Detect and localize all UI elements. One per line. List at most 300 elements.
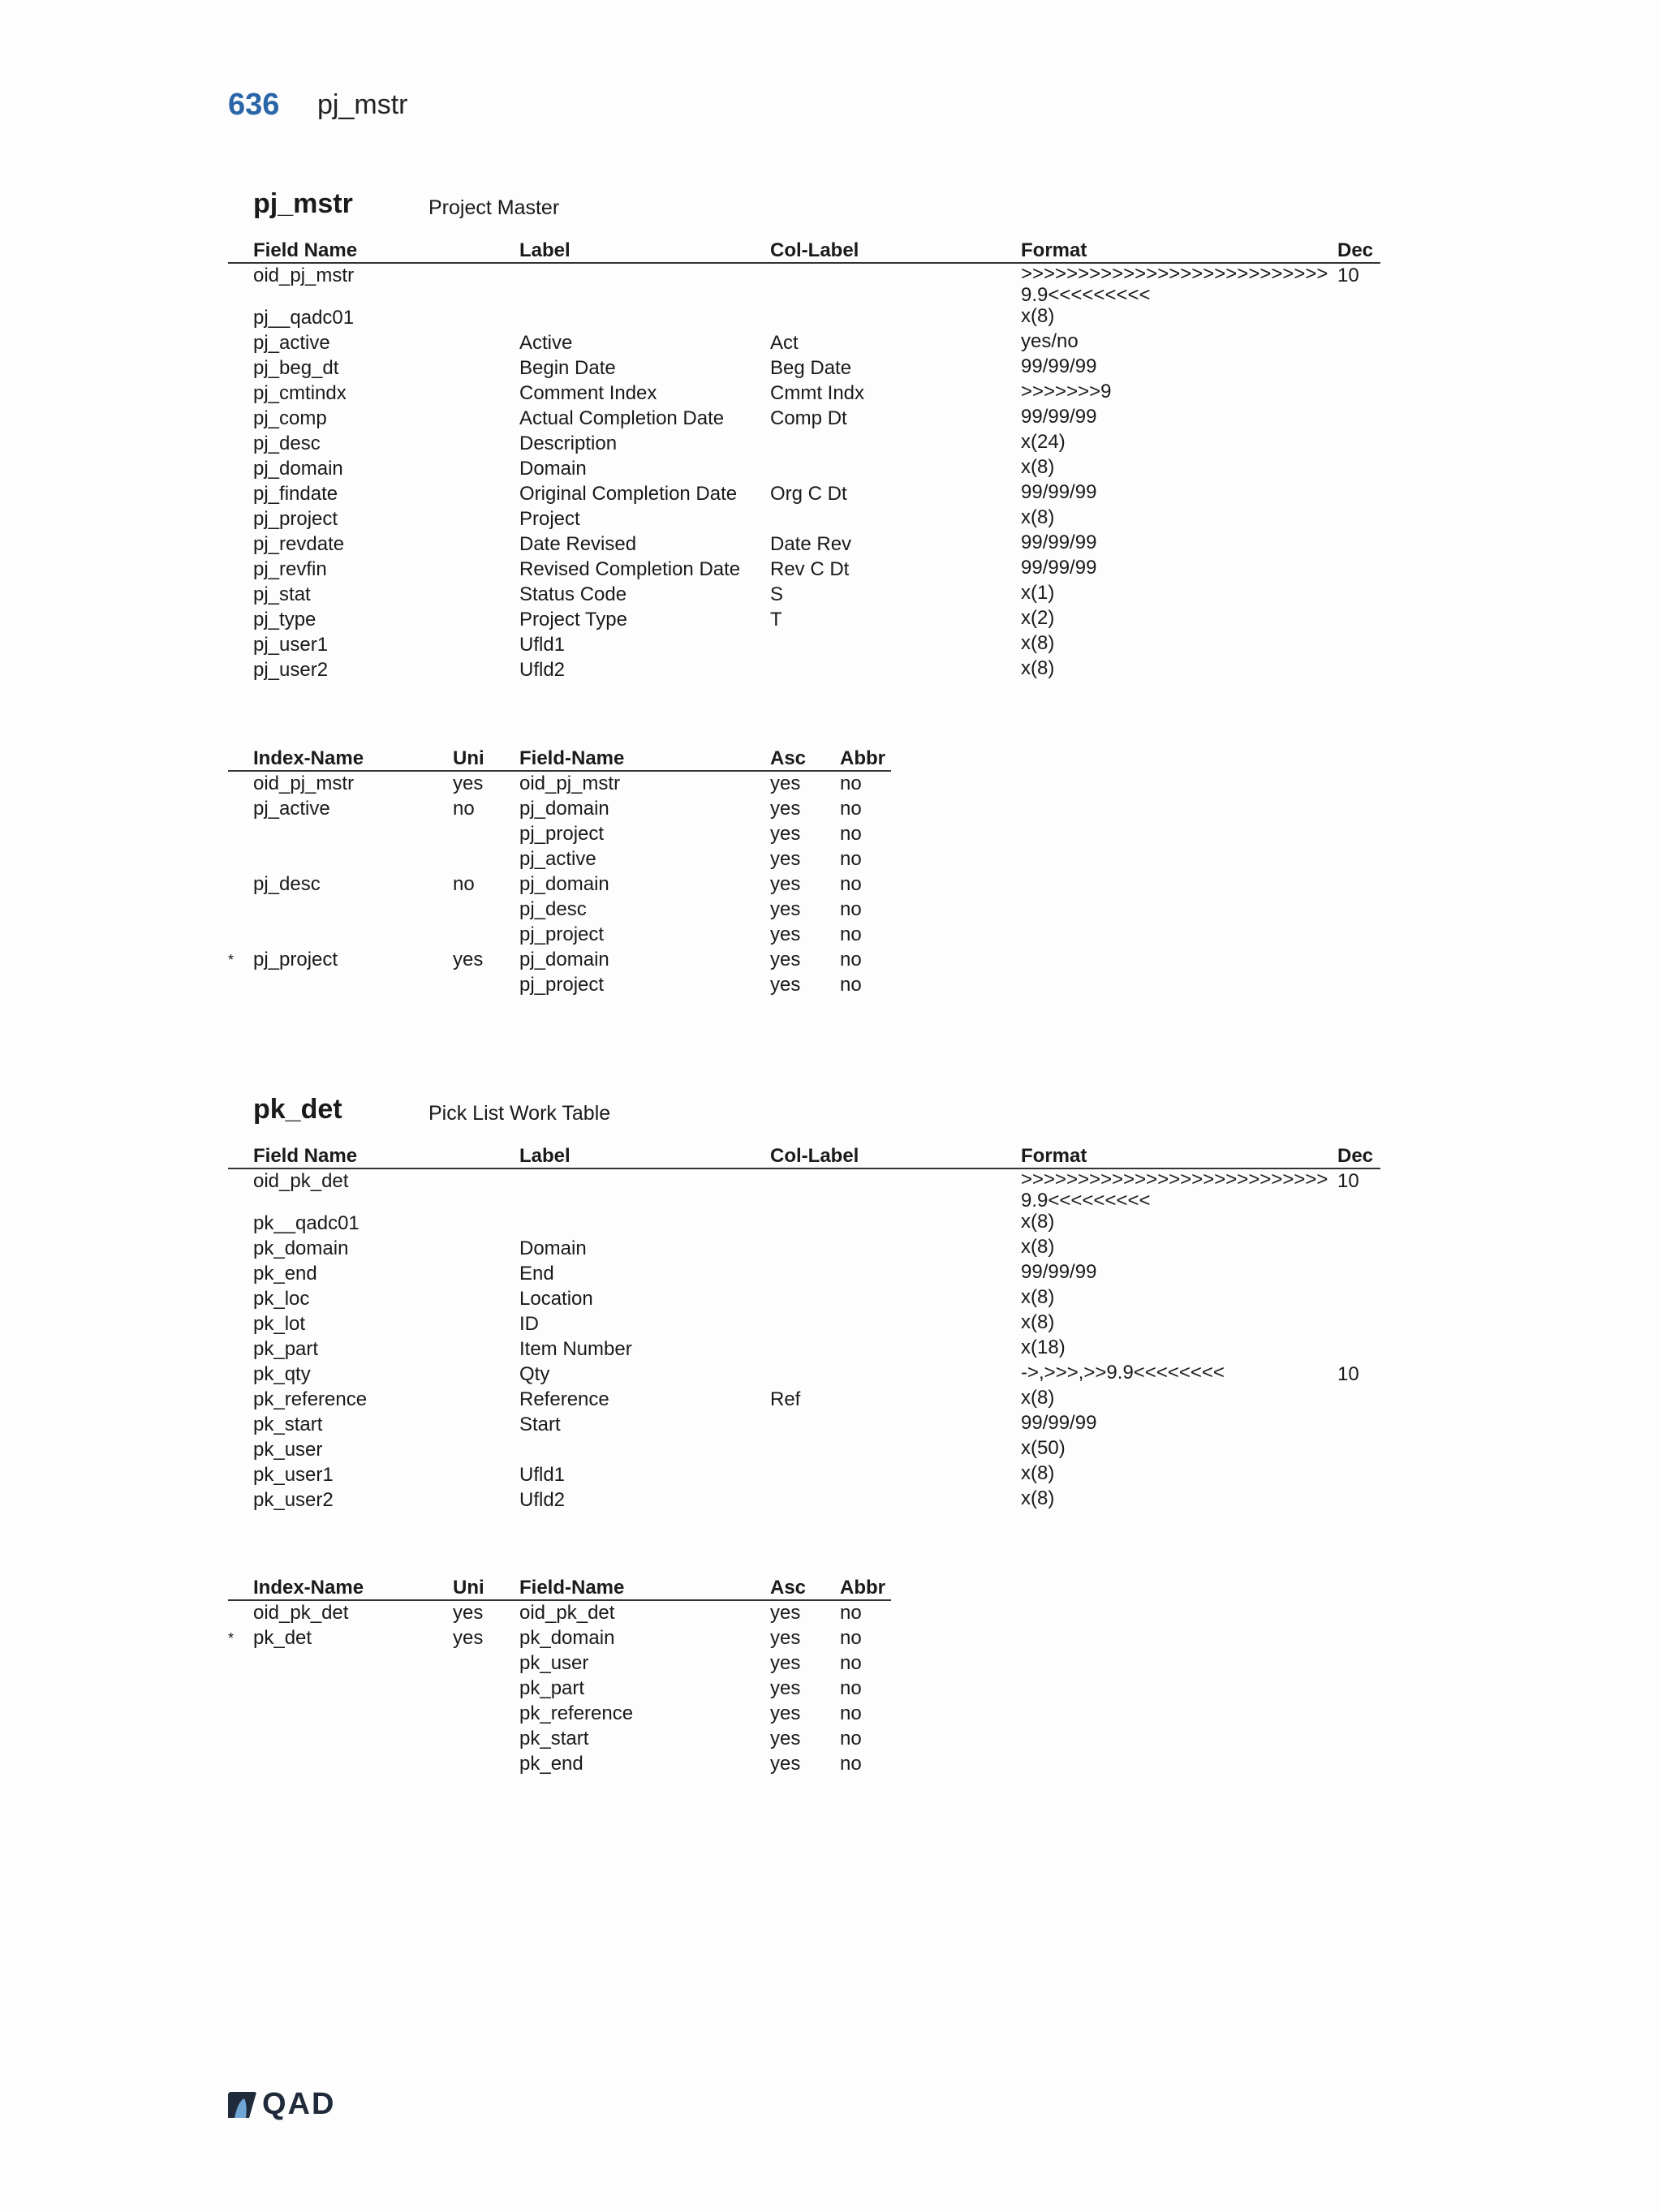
table-row [228, 407, 1380, 432]
cell-label: Date Revised [519, 533, 637, 555]
cell-format: x(1) [1021, 582, 1055, 604]
cell-col-label [770, 1237, 1021, 1262]
cell-field-name: pk_part [519, 1677, 585, 1699]
cell-col-label: Comp Dt [770, 407, 847, 429]
row-spacer [228, 1337, 253, 1362]
cell-format: x(8) [1021, 305, 1055, 327]
cell-col-label [770, 263, 1021, 306]
cell-label: Revised Completion Date [519, 558, 741, 580]
table-row [228, 1287, 1380, 1312]
cell-col-label [770, 1337, 1021, 1362]
cell-label: Active [519, 332, 573, 354]
cell-dec [1337, 633, 1380, 658]
cell-dec [1337, 457, 1380, 482]
header-format: Format [1021, 235, 1337, 263]
cell-field-name: pj_project [519, 823, 605, 845]
index-table [228, 743, 891, 998]
row-spacer [228, 482, 253, 507]
cell-field-name: pj_project [519, 923, 605, 945]
cell-dec [1337, 1211, 1380, 1237]
cell-field-name: pk_user [519, 1652, 589, 1674]
cell-field-name: pk_qty [253, 1363, 311, 1385]
table-row [228, 608, 1380, 633]
page-number: 636 [228, 88, 280, 122]
header-field-name: Field Name [253, 1141, 519, 1168]
primary-index-marker [228, 1651, 253, 1676]
cell-col-label: Cmmt Indx [770, 382, 865, 404]
table-row [228, 1702, 891, 1727]
cell-label: Reference [519, 1388, 609, 1410]
row-spacer [228, 1362, 253, 1388]
primary-index-marker [228, 973, 253, 998]
row-spacer [228, 507, 253, 532]
table-row [228, 1651, 891, 1676]
cell-dec [1337, 608, 1380, 633]
row-spacer [228, 331, 253, 356]
table-row [228, 847, 891, 872]
table-row [228, 331, 1380, 356]
index-table-header [228, 1573, 891, 1600]
cell-asc: yes [770, 1728, 801, 1749]
table-row [228, 1463, 1380, 1488]
table-row [228, 1676, 891, 1702]
primary-index-marker: * [228, 1630, 235, 1646]
table-row [228, 306, 1380, 331]
cell-col-label: Rev C Dt [770, 558, 850, 580]
cell-dec [1337, 1413, 1380, 1438]
cell-col-label [770, 1168, 1021, 1211]
cell-col-label: S [770, 583, 784, 605]
cell-dec [1337, 1438, 1380, 1463]
cell-format: >>>>>>>9 [1021, 381, 1112, 402]
cell-abbr: no [840, 772, 862, 794]
cell-abbr: no [840, 1753, 862, 1775]
cell-dec [1337, 432, 1380, 457]
cell-label: Start [519, 1414, 561, 1435]
cell-field-name: pk_start [519, 1728, 589, 1749]
cell-label: Location [519, 1288, 593, 1310]
cell-field-name: pk_domain [253, 1237, 349, 1259]
table-row [228, 1388, 1380, 1413]
cell-format: x(8) [1021, 1286, 1055, 1308]
cell-format: 99/99/99 [1021, 355, 1097, 377]
row-spacer [228, 658, 253, 683]
cell-abbr: no [840, 848, 862, 870]
cell-field-name: pk_user [253, 1439, 323, 1461]
table-row [228, 872, 891, 897]
cell-format: 99/99/99 [1021, 1261, 1097, 1283]
primary-index-marker [228, 847, 253, 872]
header-spacer [228, 1141, 253, 1168]
cell-col-label [770, 507, 1021, 532]
cell-uni [453, 1752, 519, 1777]
cell-field-name: pj_domain [519, 873, 609, 895]
cell-uni: yes [453, 1602, 484, 1624]
table-row [228, 1237, 1380, 1262]
cell-abbr: no [840, 949, 862, 970]
table-row [228, 923, 891, 948]
table-row [228, 1312, 1380, 1337]
cell-col-label [770, 1211, 1021, 1237]
row-spacer [228, 633, 253, 658]
cell-format: ->,>>>,>>9.9<<<<<<<< [1021, 1362, 1225, 1384]
table-row [228, 432, 1380, 457]
cell-label: Qty [519, 1363, 550, 1385]
cell-format: x(8) [1021, 506, 1055, 528]
primary-index-marker [228, 1600, 253, 1626]
cell-format: x(2) [1021, 607, 1055, 629]
cell-format: 99/99/99 [1021, 1412, 1097, 1434]
cell-index-name [253, 1651, 453, 1676]
cell-dec [1337, 1312, 1380, 1337]
header-dec: Dec [1337, 1141, 1380, 1168]
cell-field-name: oid_pk_det [519, 1602, 615, 1624]
table-row [228, 482, 1380, 507]
cell-format: x(24) [1021, 431, 1066, 453]
row-spacer [228, 1168, 253, 1211]
field-table-header [228, 1141, 1380, 1168]
primary-index-marker [228, 872, 253, 897]
cell-field-name: pk_reference [519, 1702, 634, 1724]
cell-asc: yes [770, 949, 801, 970]
cell-asc: yes [770, 974, 801, 996]
cell-label: Actual Completion Date [519, 407, 725, 429]
cell-dec [1337, 1287, 1380, 1312]
header-asc: Asc [770, 1573, 840, 1600]
header-col-label: Col-Label [770, 235, 1021, 263]
cell-uni [453, 1651, 519, 1676]
primary-index-marker [228, 771, 253, 797]
cell-dec [1337, 482, 1380, 507]
cell-col-label [770, 457, 1021, 482]
table-row [228, 897, 891, 923]
cell-field-name: pk_end [519, 1753, 583, 1775]
header-uni: Uni [453, 1573, 519, 1600]
cell-field-name: pj_revfin [253, 558, 327, 580]
cell-col-label [770, 633, 1021, 658]
cell-asc: yes [770, 1677, 801, 1699]
primary-index-marker [228, 1727, 253, 1752]
cell-dec [1337, 331, 1380, 356]
cell-dec [1337, 658, 1380, 683]
cell-dec [1337, 1388, 1380, 1413]
cell-label: Domain [519, 458, 587, 480]
cell-field-name: pk_loc [253, 1288, 310, 1310]
row-spacer [228, 306, 253, 331]
cell-col-label [770, 1287, 1021, 1312]
cell-abbr: no [840, 1702, 862, 1724]
cell-label: Ufld1 [519, 1464, 566, 1486]
cell-uni: yes [453, 949, 484, 970]
cell-field-name: pj_user1 [253, 634, 329, 656]
page-title: pj_mstr [317, 89, 408, 120]
cell-asc: yes [770, 923, 801, 945]
cell-format: 99/99/99 [1021, 531, 1097, 553]
cell-field-name: pk_end [253, 1263, 317, 1285]
cell-label [519, 1168, 770, 1211]
cell-index-name [253, 1676, 453, 1702]
cell-label: Ufld1 [519, 634, 566, 656]
table-row [228, 771, 891, 797]
cell-asc: yes [770, 1753, 801, 1775]
table-row [228, 658, 1380, 683]
cell-format: >>>>>>>>>>>>>>>>>>>>>>>>>>>9.9<<<<<<<<< [1021, 263, 1328, 306]
cell-abbr: no [840, 1728, 862, 1749]
cell-field-name: pj_stat [253, 583, 311, 605]
table-row [228, 507, 1380, 532]
cell-abbr: no [840, 974, 862, 996]
table-row [228, 973, 891, 998]
table-row [228, 457, 1380, 482]
cell-field-name: pj_project [253, 508, 338, 530]
cell-col-label: Act [770, 332, 799, 354]
cell-asc: yes [770, 1602, 801, 1624]
header-field-name: Field-Name [519, 743, 770, 771]
cell-asc: yes [770, 873, 801, 895]
primary-index-marker [228, 797, 253, 822]
row-spacer [228, 1463, 253, 1488]
header-field-name: Field Name [253, 235, 519, 263]
cell-asc: yes [770, 1702, 801, 1724]
cell-col-label: Date Rev [770, 533, 852, 555]
cell-col-label: Org C Dt [770, 483, 847, 505]
cell-field-name: pj__qadc01 [253, 307, 355, 329]
primary-index-marker [228, 1676, 253, 1702]
cell-label [519, 263, 770, 306]
row-spacer [228, 381, 253, 407]
primary-index-marker [228, 897, 253, 923]
primary-index-marker [228, 1702, 253, 1727]
cell-dec [1337, 1337, 1380, 1362]
header-abbr: Abbr [840, 1573, 891, 1600]
table-row [228, 356, 1380, 381]
cell-label: Project Type [519, 609, 627, 630]
cell-dec [1337, 557, 1380, 583]
row-spacer [228, 356, 253, 381]
cell-field-name: pj_beg_dt [253, 357, 339, 379]
cell-format: x(50) [1021, 1437, 1066, 1459]
header-spacer [228, 1573, 253, 1600]
cell-abbr: no [840, 823, 862, 845]
cell-dec [1337, 306, 1380, 331]
cell-format: x(8) [1021, 657, 1055, 679]
cell-label: Begin Date [519, 357, 616, 379]
row-spacer [228, 1388, 253, 1413]
cell-dec: 10 [1337, 1363, 1359, 1385]
cell-abbr: no [840, 1627, 862, 1649]
cell-label: Ufld2 [519, 1489, 566, 1511]
header-dec: Dec [1337, 235, 1380, 263]
cell-field-name: pj_findate [253, 483, 338, 505]
cell-field-name: pk_lot [253, 1313, 306, 1335]
cell-dec [1337, 356, 1380, 381]
header-spacer [228, 743, 253, 771]
cell-label: Description [519, 433, 618, 454]
cell-col-label [770, 1362, 1021, 1388]
cell-field-name: oid_pj_mstr [253, 265, 355, 286]
table-row [228, 1438, 1380, 1463]
table-row [228, 1362, 1380, 1388]
cell-label: Item Number [519, 1338, 632, 1360]
cell-format: x(8) [1021, 1387, 1055, 1409]
table-section-pj-mstr [228, 188, 1380, 1000]
cell-label: ID [519, 1313, 539, 1335]
cell-label: Domain [519, 1237, 587, 1259]
row-spacer [228, 1438, 253, 1463]
header-asc: Asc [770, 743, 840, 771]
header-index-name: Index-Name [253, 743, 453, 771]
table-row [228, 557, 1380, 583]
cell-col-label [770, 432, 1021, 457]
cell-index-name [253, 1727, 453, 1752]
cell-format: x(8) [1021, 1487, 1055, 1509]
cell-dec [1337, 1463, 1380, 1488]
header-uni: Uni [453, 743, 519, 771]
primary-index-marker [228, 822, 253, 847]
row-spacer [228, 557, 253, 583]
cell-abbr: no [840, 873, 862, 895]
table-row [228, 633, 1380, 658]
cell-field-name: pj_domain [519, 949, 609, 970]
cell-uni: no [453, 798, 475, 820]
cell-field-name: pj_revdate [253, 533, 345, 555]
table-name: pk_det [253, 1094, 342, 1125]
cell-uni: no [453, 873, 475, 895]
table-row [228, 948, 891, 973]
cell-index-name [253, 822, 453, 847]
cell-abbr: no [840, 923, 862, 945]
table-row [228, 1337, 1380, 1362]
field-table [228, 235, 1380, 683]
logo-text: QAD [262, 2087, 336, 2121]
cell-index-name [253, 847, 453, 872]
header-col-label: Col-Label [770, 1141, 1021, 1168]
row-spacer [228, 1262, 253, 1287]
row-spacer [228, 583, 253, 608]
header-index-name: Index-Name [253, 1573, 453, 1600]
cell-asc: yes [770, 772, 801, 794]
cell-format: 99/99/99 [1021, 557, 1097, 579]
cell-dec [1337, 507, 1380, 532]
cell-field-name: oid_pj_mstr [519, 772, 621, 794]
cell-label [519, 1211, 770, 1237]
cell-index-name: pj_active [253, 798, 330, 820]
cell-label: Comment Index [519, 382, 657, 404]
cell-asc: yes [770, 823, 801, 845]
cell-format: 99/99/99 [1021, 481, 1097, 503]
cell-field-name: pj_project [519, 974, 605, 996]
table-row [228, 1168, 1380, 1211]
cell-uni [453, 973, 519, 998]
cell-field-name: pk__qadc01 [253, 1212, 360, 1234]
cell-dec: 10 [1337, 265, 1359, 286]
cell-uni [453, 1702, 519, 1727]
cell-col-label [770, 1438, 1021, 1463]
cell-dec [1337, 583, 1380, 608]
cell-uni [453, 1676, 519, 1702]
cell-col-label: Beg Date [770, 357, 852, 379]
cell-col-label [770, 1488, 1021, 1513]
table-row [228, 381, 1380, 407]
row-spacer [228, 1287, 253, 1312]
field-table [228, 1141, 1380, 1513]
table-description: Project Master [428, 196, 560, 219]
cell-index-name: pj_project [253, 949, 338, 970]
cell-uni [453, 847, 519, 872]
cell-label [519, 306, 770, 331]
cell-field-name: pj_domain [519, 798, 609, 820]
cell-index-name: pj_desc [253, 873, 321, 895]
cell-col-label [770, 1413, 1021, 1438]
header-spacer [228, 235, 253, 263]
cell-field-name: pj_desc [519, 898, 587, 920]
cell-field-name: pj_user2 [253, 659, 329, 681]
cell-index-name [253, 897, 453, 923]
table-row [228, 1488, 1380, 1513]
cell-col-label: Ref [770, 1388, 801, 1410]
cell-field-name: pk_start [253, 1414, 323, 1435]
cell-format: x(8) [1021, 1236, 1055, 1258]
cell-asc: yes [770, 1652, 801, 1674]
row-spacer [228, 432, 253, 457]
cell-dec [1337, 381, 1380, 407]
cell-asc: yes [770, 1627, 801, 1649]
table-row [228, 1600, 891, 1626]
cell-abbr: no [840, 1652, 862, 1674]
cell-field-name: pk_part [253, 1338, 319, 1360]
cell-format: x(8) [1021, 1311, 1055, 1333]
table-row [228, 1727, 891, 1752]
cell-dec [1337, 1488, 1380, 1513]
cell-dec [1337, 532, 1380, 557]
primary-index-marker [228, 1752, 253, 1777]
qad-logo-icon [226, 2090, 257, 2119]
cell-field-name: pj_domain [253, 458, 343, 480]
cell-abbr: no [840, 1677, 862, 1699]
cell-uni [453, 897, 519, 923]
cell-index-name [253, 923, 453, 948]
row-spacer [228, 263, 253, 306]
cell-col-label: T [770, 609, 782, 630]
header-label: Label [519, 1141, 770, 1168]
cell-field-name: pk_user2 [253, 1489, 334, 1511]
cell-field-name: pj_cmtindx [253, 382, 347, 404]
cell-field-name: pj_active [519, 848, 596, 870]
table-row [228, 1413, 1380, 1438]
row-spacer [228, 407, 253, 432]
cell-uni [453, 923, 519, 948]
row-spacer [228, 1488, 253, 1513]
cell-index-name [253, 1702, 453, 1727]
cell-dec: 10 [1337, 1170, 1359, 1192]
cell-index-name [253, 973, 453, 998]
header-abbr: Abbr [840, 743, 891, 771]
cell-uni [453, 822, 519, 847]
cell-format: x(18) [1021, 1336, 1066, 1358]
cell-field-name: pj_comp [253, 407, 327, 429]
cell-label: End [519, 1263, 554, 1285]
table-name: pj_mstr [253, 188, 353, 219]
header-field-name: Field-Name [519, 1573, 770, 1600]
cell-format: yes/no [1021, 330, 1079, 352]
table-description: Pick List Work Table [428, 1102, 611, 1125]
row-spacer [228, 457, 253, 482]
cell-label: Ufld2 [519, 659, 566, 681]
qad-logo [226, 2087, 356, 2126]
cell-abbr: no [840, 798, 862, 820]
table-row [228, 1211, 1380, 1237]
table-row [228, 1752, 891, 1777]
